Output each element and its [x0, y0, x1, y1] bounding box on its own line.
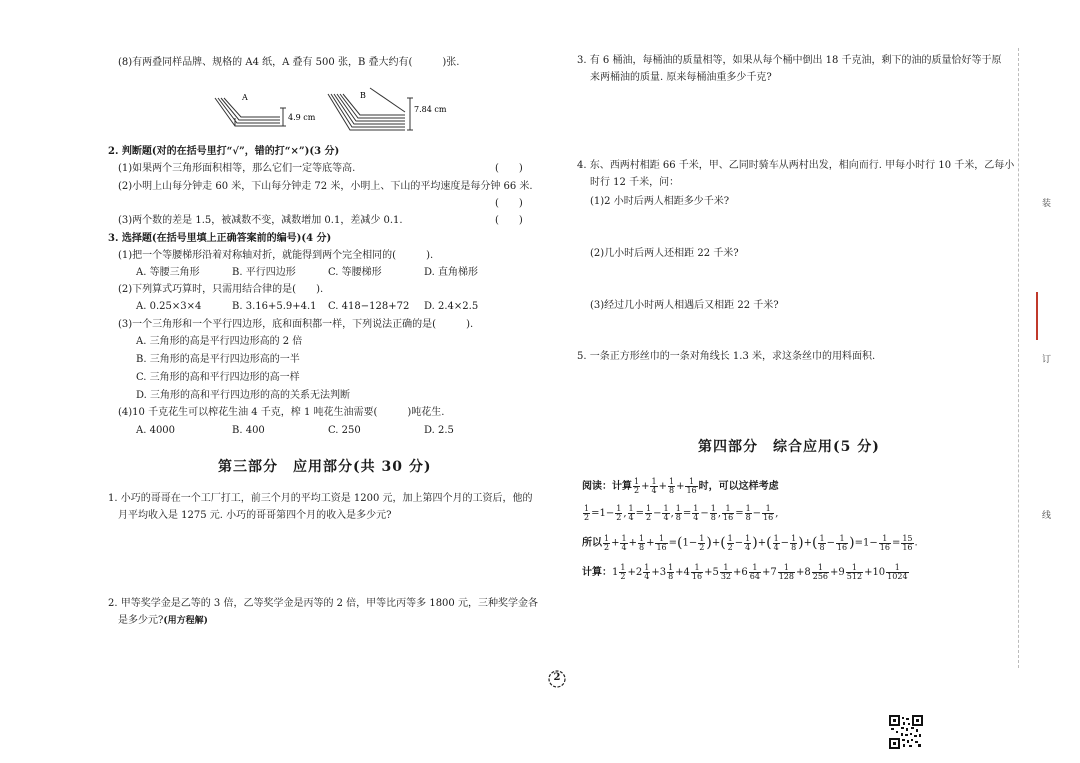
part4-title: 第四部分 综合应用(5 分) — [698, 439, 880, 455]
choice-q3-c: C. 三角形的高和平行四边形的高一样 — [136, 372, 300, 383]
judge-title: 2. 判断题(对的在括号里打“√”，错的打“×”)(3 分) — [108, 146, 340, 157]
margin-zhuang: 装 — [1042, 199, 1052, 209]
choice-q4-a: A. 4000 — [136, 425, 176, 436]
red-mark — [1036, 292, 1038, 340]
reading-line: 阅读：计算 $\frac{1}{2}$ + $\frac{1}{4}$ + $\frac{1}{8}$ + $\frac{1}{16}$ 时，可以这样考虑 — [582, 477, 779, 495]
choice-q3-a: A. 三角形的高是平行四边形高的 2 倍 — [136, 336, 303, 347]
choice-q2-c: C. 418−128+72 — [328, 301, 410, 312]
choice-q1-d: D. 直角梯形 — [424, 267, 479, 278]
stack-a-height: 4.9 cm — [288, 113, 316, 122]
choice-q4-c: C. 250 — [328, 425, 361, 436]
app-q2-line2: 是多少元?(用方程解) — [118, 615, 208, 626]
app-q3-line1: 3. 有 6 桶油，每桶油的质量相等，如果从每个桶中倒出 18 千克油，剩下的油的质量恰好等于原 — [577, 55, 1002, 66]
choice-q3-d: D. 三角形的高和平行四边形的高的关系无法判断 — [136, 390, 351, 401]
choice-q4-b: B. 400 — [232, 425, 265, 436]
judge-bracket-1: ( ) — [495, 163, 523, 174]
app-q1-line1: 1. 小巧的哥哥在一个工厂打工，前三个月的平均工资是 1200 元，加上第四个月的工资后，他的 — [108, 493, 533, 504]
so-line: 所以 $\frac{1}{2}$ + $\frac{1}{4}$ + $\frac{1}{8}$ + $\frac{1}{16}$ =(1− $\frac{1}{2}$ )+( $\frac{1}{2}$ − $\frac{1}{4}$ )+( $\frac{1}{4}$ − $\frac{1}{8}$ )+( $\frac{1}{8}$ − $\frac{1}{16}$ )=1− $\frac{1}{16}$ = $\frac{15}{16}$ . — [582, 533, 918, 552]
choice-q4: (4)10 千克花生可以榨花生油 4 千克，榨 1 吨花生油需要( )吨花生. — [118, 407, 445, 418]
stack-a-label: A — [242, 93, 248, 102]
choice-q1-b: B. 平行四边形 — [232, 267, 296, 278]
stack-b-icon — [328, 88, 413, 130]
calc-line: 计算：1 $\frac{1}{2}$ +2 $\frac{1}{4}$ +3 $\frac{1}{8}$ +4 $\frac{1}{16}$ +5 $\frac{1}{32}$ +6 $\frac{1}{64}$ +7 $\frac{1}{128}$ +8 $\frac{1}{256}$ +9 $\frac{1}{512}$ +10 $\frac{1}{1024}$ — [582, 563, 908, 581]
stack-a-icon — [215, 98, 286, 126]
stack-b-label: B — [360, 91, 366, 100]
app-q4-sub2: (2)几小时后两人还相距 22 千米? — [590, 248, 739, 259]
margin-xian: 线 — [1042, 511, 1052, 521]
choice-q2-a: A. 0.25×3×4 — [136, 301, 202, 312]
decomposition-line: $\frac{1}{2}$ =1− $\frac{1}{2}$ , $\frac{1}{4}$ = $\frac{1}{2}$ − $\frac{1}{4}$ , $\frac{1}{8}$ = $\frac{1}{4}$ − $\frac{1}{8}$ , $\frac{1}{16}$ = $\frac{1}{8}$ − $\frac{1}{16}$ , — [584, 504, 779, 522]
judge-item-3: (3)两个数的差是 1.5，被减数不变，减数增加 0.1，差减少 0.1. — [118, 215, 403, 226]
app-q4-line1: 4. 东、西两村相距 66 千米，甲、乙同时骑车从两村出发，相向而行. 甲每小时行 10 千米，乙每小 — [577, 160, 1015, 171]
choice-title: 3. 选择题(在括号里填上正确答案前的编号)(4 分) — [108, 233, 332, 244]
judge-item-1: (1)如果两个三角形面积相等，那么它们一定等底等高. — [118, 163, 356, 174]
part3-title: 第三部分 应用部分(共 30 分) — [218, 459, 432, 475]
choice-q1-a: A. 等腰三角形 — [136, 267, 200, 278]
choice-q3-b: B. 三角形的高是平行四边形高的一半 — [136, 354, 300, 365]
page-number: 2 — [553, 672, 561, 683]
choice-q3: (3)一个三角形和一个平行四边形，底和面积都一样，下列说法正确的是( ). — [118, 319, 474, 330]
app-q4-line2: 时行 12 千米，问： — [590, 177, 680, 188]
app-q4-sub3: (3)经过几小时两人相遇后又相距 22 千米? — [590, 300, 779, 311]
choice-q2: (2)下列算式巧算时，只需用结合律的是( ). — [118, 284, 324, 295]
page-number-badge — [548, 670, 566, 688]
choice-q1-c: C. 等腰梯形 — [328, 267, 382, 278]
paper-stacks-figure — [210, 86, 460, 136]
choice-q1: (1)把一个等腰梯形沿着对称轴对折，就能得到两个完全相同的( ). — [118, 250, 434, 261]
choice-q2-d: D. 2.4×2.5 — [424, 301, 479, 312]
stack-b-height: 7.84 cm — [414, 105, 447, 114]
binding-line — [1018, 48, 1019, 668]
judge-item-2: (2)小明上山每分钟走 60 米，下山每分钟走 72 米，小明上、下山的平均速度是每分钟 66 米. — [118, 181, 533, 192]
choice-q2-b: B. 3.16+5.9+4.1 — [232, 301, 317, 312]
judge-bracket-2: ( ) — [495, 198, 523, 209]
q8-text: (8)有两叠同样品牌、规格的 A4 纸，A 叠有 500 张，B 叠大约有( )张. — [118, 57, 460, 68]
app-q5: 5. 一条正方形丝巾的一条对角线长 1.3 米，求这条丝巾的用料面积. — [577, 351, 876, 362]
margin-ding: 订 — [1042, 355, 1052, 365]
choice-q4-d: D. 2.5 — [424, 425, 454, 436]
qr-code-icon — [889, 715, 923, 749]
judge-bracket-3: ( ) — [495, 215, 523, 226]
app-q3-line2: 来两桶油的质量. 原来每桶油重多少千克? — [590, 72, 772, 83]
app-q4-sub1: (1)2 小时后两人相距多少千米? — [590, 196, 730, 207]
app-q2-line1: 2. 甲等奖学金是乙等的 3 倍，乙等奖学金是丙等的 2 倍，甲等比丙等多 1800 元，三种奖学金各 — [108, 598, 538, 609]
app-q1-line2: 月平均收入是 1275 元. 小巧的哥哥第四个月的收入是多少元? — [118, 510, 392, 521]
